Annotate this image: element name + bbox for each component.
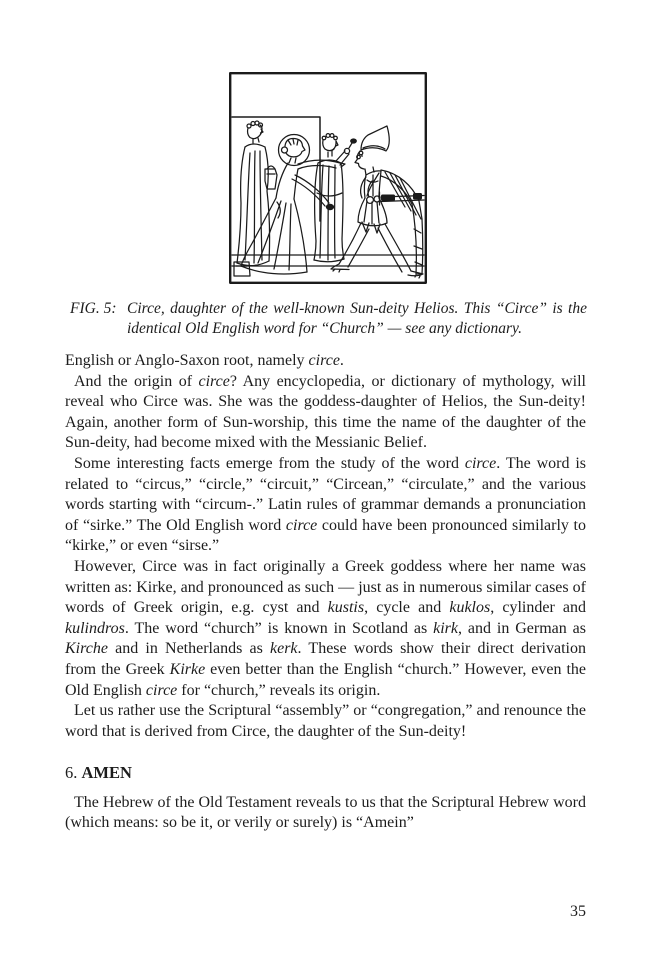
paragraph: However, Circe was in fact originally a Greek goddess where her name was written as: Kirke, and pronounced as such — just as in numerous similar cases of words of Greek origin, e.g. cyst and kustis, cycle and kuklos, cylinder and kulindros. The word “church” is known in Scotland as kirk, and in German as Kirche and in Netherlands as kerk. These words show their direct derivation from the Greek Kirke even better than the English “church.” However, even the Old English circe for “church,” reveals its origin.: [65, 557, 587, 699]
paragraph: The Hebrew of the Old Testament reveals to us that the Scriptural Hebrew word (which means: so be it, or verily or surely) is “Amein”: [65, 793, 586, 832]
section-heading: 6. AMEN: [65, 763, 132, 783]
paragraph: And the origin of circe? Any encyclopedia, or dictionary of mythology, will reveal who Circe was. She was the goddess-daughter of Helios, the Sun-deity! Again, another form of Sun-worship, this time the name of the daughter of the Sun-deity, had become mixed with the Messianic Belief.: [65, 372, 586, 452]
body-text: [65, 351, 586, 834]
figure-caption-label: FIG. 5:: [70, 300, 117, 317]
cup: [350, 138, 357, 143]
paragraph: Let us rather use the Scriptural “assembly” or “congregation,” and renounce the word that is derived from Circe, the daughter of the Sun-deity!: [65, 702, 586, 740]
paragraph: English or Anglo-Saxon root, namely circe.: [65, 352, 344, 369]
paragraph: Some interesting facts emerge from the study of the word circe. The word is related to “circus,” “circle,” “circuit,” “Circean,” “circulate,” and the various words starting with “circum-.” Latin rules of grammar demands a pronunciation of “sirke.” The Old English word circe could have been pronounced similarly to “kirke,” or even “sirse.”: [65, 454, 587, 555]
woodcut-svg: [228, 71, 428, 285]
figure-caption: [70, 299, 587, 339]
jug: [265, 166, 277, 189]
attendant-left-figure: [237, 121, 277, 266]
page-number: 35: [570, 903, 586, 920]
figure-caption-text: Circe, daughter of the well-known Sun-deity Helios. This “Circe” is the identical Old English word for “Church” — see any dictionary.: [127, 300, 587, 337]
circe-figure: [241, 135, 345, 275]
doorway: [232, 117, 320, 221]
circe-woodcut-illustration: [228, 71, 428, 285]
